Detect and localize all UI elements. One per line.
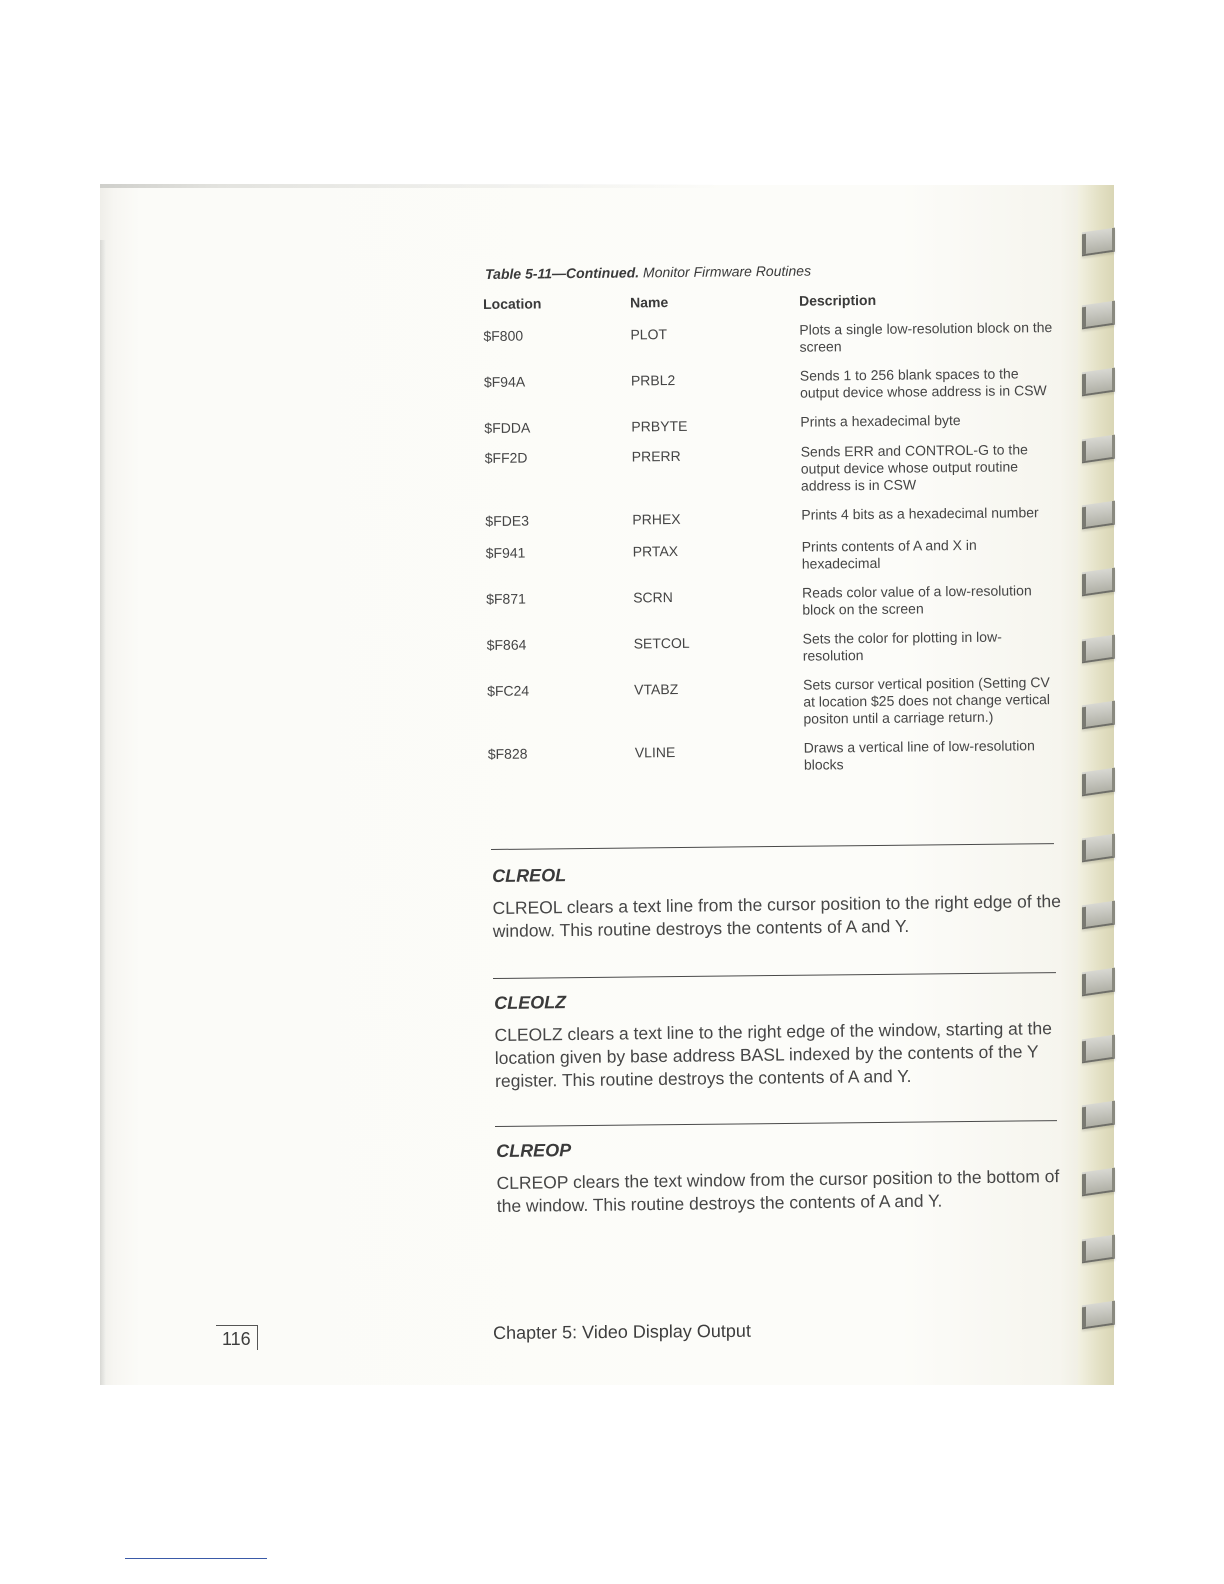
binding-tab [1082, 901, 1115, 930]
row-location: $F871 [486, 590, 526, 607]
section-body: CLREOP clears the text window from the cursor position to the bottom of the window. This routine destroys the contents of A and Y. [496, 1166, 1060, 1216]
chapter-footer: Chapter 5: Video Display Output [493, 1320, 751, 1343]
row-name: VTABZ [634, 680, 679, 698]
row-description: Plots a single low-resolution block on the screen [799, 319, 1053, 355]
binding-tab [1082, 834, 1115, 863]
table-caption-label: Table 5-11—Continued. [485, 264, 640, 282]
row-description: Sets cursor vertical position (Setting CV at location $25 does not change vertical positon until a carriage return.) [803, 674, 1051, 727]
binding-tab [1082, 635, 1115, 664]
row-name: PRERR [631, 447, 681, 465]
row-description: Sends ERR and CONTROL-G to the output device whose output routine address is in CSW [800, 441, 1028, 494]
row-description: Sends 1 to 256 blank spaces to the output device whose address is in CSW [799, 365, 1047, 401]
row-description: Sets the color for plotting in low-resolution [802, 628, 1002, 664]
row-name: PLOT [630, 326, 668, 343]
section-body: CLEOLZ clears a text line to the right edge of the window, starting at the location given by base address BASL indexed by the contents of the Y register. This routine destroys the contents of A and Y. [494, 1018, 1052, 1091]
table-row [485, 441, 1061, 498]
table-row [484, 365, 1059, 405]
binding-tab [1082, 968, 1115, 997]
routines-table [483, 290, 1063, 777]
binding-tab [1082, 768, 1115, 797]
binding-tab [1082, 701, 1115, 730]
page-left-edge [100, 240, 106, 1385]
header-location: Location [483, 295, 542, 312]
row-name: PRHEX [632, 510, 681, 528]
section-heading: CLREOP [496, 1140, 572, 1161]
binding-tab [1082, 1168, 1115, 1197]
binding-tab [1082, 435, 1115, 464]
section-clreol [492, 859, 1063, 943]
binding-tab [1082, 301, 1115, 330]
row-location: $FF2D [484, 449, 528, 466]
header-name: Name [629, 294, 669, 311]
page-number: 116 [216, 1325, 258, 1350]
table-row [483, 319, 1058, 359]
row-location: $F864 [486, 636, 527, 653]
row-description: Reads color value of a low-resolution block on the screen [802, 582, 1032, 618]
row-description: Prints 4 bits as a hexadecimal number [801, 504, 1039, 523]
header-description: Description [798, 291, 877, 309]
row-description: Prints a hexadecimal byte [800, 412, 961, 430]
table-row [486, 582, 1061, 622]
table-row [488, 737, 1063, 777]
row-name: VLINE [634, 744, 676, 761]
page-top-edge [100, 184, 720, 188]
table-caption-text: Monitor Firmware Routines [642, 262, 812, 281]
section-clreop [496, 1134, 1067, 1218]
binding-tab [1082, 1301, 1115, 1330]
bottom-rule [125, 1558, 267, 1559]
binding-tab [1082, 368, 1115, 397]
section-heading: CLREOL [492, 865, 567, 886]
row-description: Prints contents of A and X in hexadecimal [801, 536, 977, 572]
table-caption [485, 263, 811, 282]
binding-tab [1082, 1035, 1115, 1064]
row-name: PRBYTE [631, 417, 688, 435]
row-description: Draws a vertical line of low-resolution blocks [803, 737, 1035, 773]
binding-tab [1082, 501, 1115, 530]
section-cleolz [494, 986, 1065, 1093]
row-location: $FDDA [484, 419, 531, 436]
row-name: PRTAX [632, 542, 679, 560]
row-location: $F941 [485, 544, 526, 561]
row-location: $F800 [483, 327, 524, 344]
row-location: $F94A [483, 373, 526, 390]
row-name: SCRN [633, 589, 673, 606]
row-location: $F828 [487, 745, 528, 762]
binding-tab [1082, 1101, 1115, 1130]
table-row [487, 674, 1063, 731]
binding-tab [1082, 568, 1115, 597]
row-name: PRBL2 [630, 371, 676, 389]
table-row [487, 628, 1062, 668]
table-row [485, 504, 1060, 530]
row-name: SETCOL [633, 634, 690, 652]
table-row [484, 411, 1059, 437]
row-location: $FDE3 [485, 512, 530, 529]
section-body: CLREOL clears a text line from the cursor position to the right edge of the window. This routine destroys the contents of A and Y. [492, 891, 1061, 941]
section-heading: CLEOLZ [494, 992, 567, 1013]
binding-tab [1082, 228, 1115, 257]
table-row [486, 536, 1061, 576]
row-location: $FC24 [487, 682, 530, 699]
binding-tab [1082, 1235, 1115, 1264]
